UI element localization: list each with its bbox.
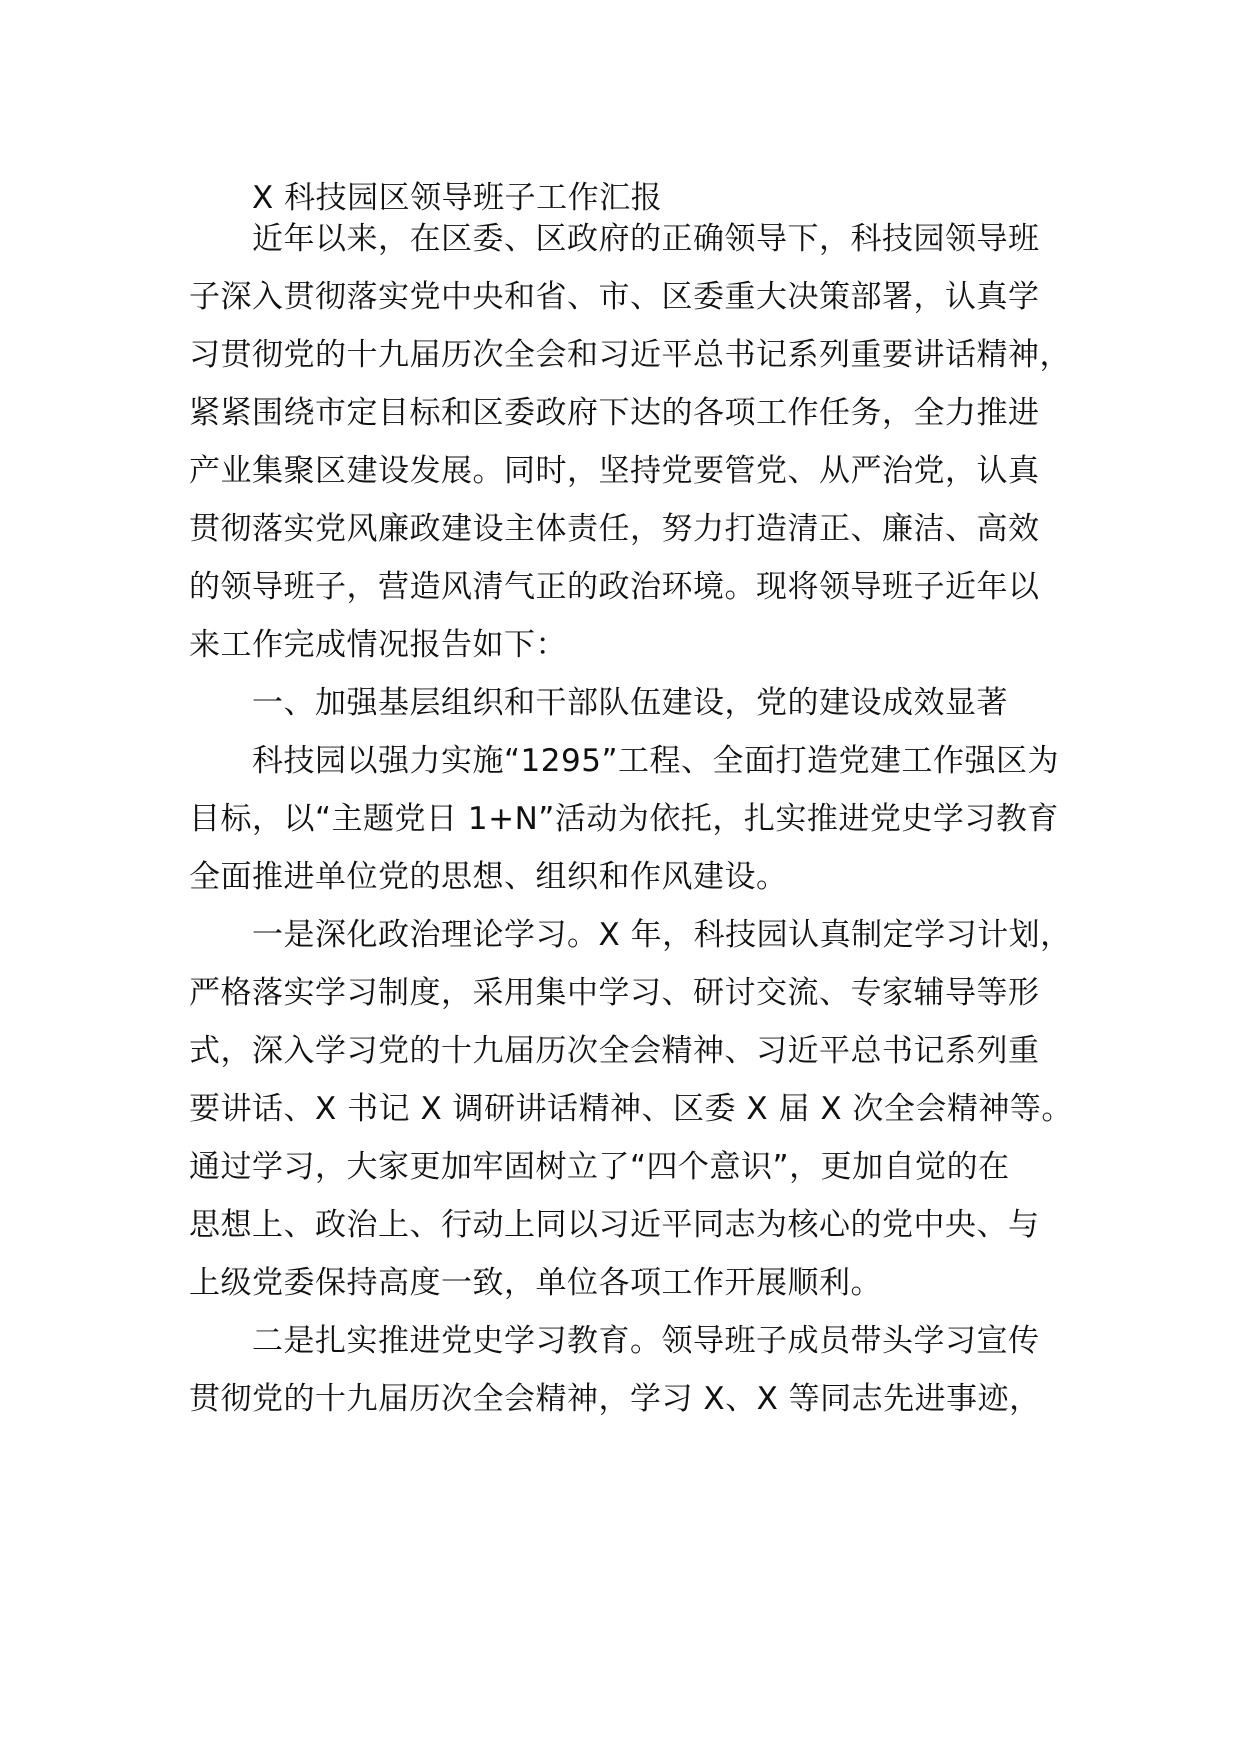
text-line: 产业集聚区建设发展。同时，坚持党要管党、从严治党，认真	[189, 453, 1040, 489]
text-line: 贯彻落实党风廉政建设主体责任，努力打造清正、廉洁、高效	[189, 511, 1040, 547]
text-line: 思想上、政治上、行动上同以习近平同志为核心的党中央、与	[189, 1207, 1040, 1243]
text-line: 习贯彻党的十九届历次全会和习近平总书记系列重要讲话精神，	[189, 337, 1071, 373]
text-line: 目标，以“主题党日 1+N”活动为依托，扎实推进党史学习教育	[189, 801, 1059, 837]
text-line: 贯彻党的十九届历次全会精神，学习 X、X 等同志先进事迹，	[189, 1381, 1041, 1417]
document-title: X 科技园区领导班子工作汇报	[252, 180, 663, 216]
text-line: 式，深入学习党的十九届历次全会精神、习近平总书记系列重	[189, 1033, 1040, 1069]
text-line: 科技园以强力实施“1295”工程、全面打造党建工作强区为	[252, 743, 1060, 779]
text-line: 二是扎实推进党史学习教育。领导班子成员带头学习宣传	[252, 1323, 1040, 1359]
text-line: 通过学习，大家更加牢固树立了“四个意识”，更加自觉的在	[189, 1149, 1010, 1185]
text-line: 全面推进单位党的思想、组织和作风建设。	[189, 859, 788, 895]
text-line: 一是深化政治理论学习。X 年，科技园认真制定学习计划，	[252, 917, 1072, 953]
text-line: 严格落实学习制度，采用集中学习、研讨交流、专家辅导等形	[189, 975, 1040, 1011]
text-line: 来工作完成情况报告如下：	[189, 627, 567, 663]
text-line: 上级党委保持高度一致，单位各项工作开展顺利。	[189, 1265, 882, 1301]
section-heading: 一、加强基层组织和干部队伍建设，党的建设成效显著	[252, 685, 1008, 721]
text-line: 的领导班子，营造风清气正的政治环境。现将领导班子近年以	[189, 569, 1040, 605]
text-line: 子深入贯彻落实党中央和省、市、区委重大决策部署，认真学	[189, 279, 1040, 315]
text-line: 紧紧围绕市定目标和区委政府下达的各项工作任务，全力推进	[189, 395, 1040, 431]
text-line: 近年以来，在区委、区政府的正确领导下，科技园领导班	[252, 221, 1040, 257]
text-line: 要讲话、X 书记 X 调研讲话精神、区委 X 届 X 次全会精神等。	[189, 1091, 1073, 1127]
